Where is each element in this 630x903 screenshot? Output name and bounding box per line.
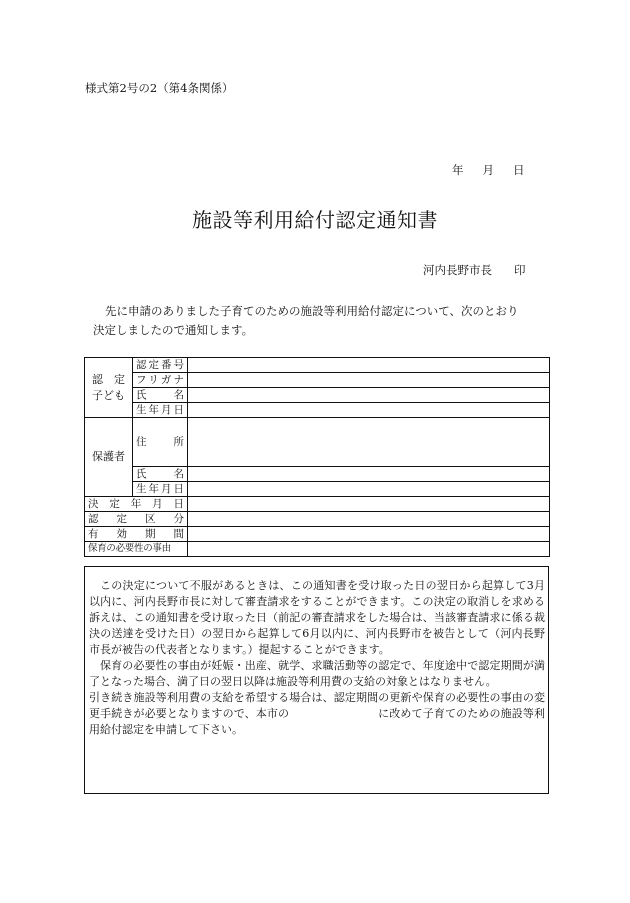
- notice-paragraph-2: 保育の必要性の事由が妊娠・出産、就学、求職活動等の認定で、年度途中で認定期間が満了となった場合、満了日の翌日以降は施設等利用費の支給の対象とはなりません。: [89, 659, 545, 688]
- child-name-label: 氏 名: [133, 388, 188, 403]
- validity-period-label: 有効期間: [85, 527, 188, 542]
- child-furigana-label: フリガナ: [133, 373, 188, 388]
- cert-category-field[interactable]: [188, 512, 550, 527]
- notice-paragraph-3: 引き続き施設等利用費の支給を希望する場合は、認定期間の更新や保育の必要性の事由の変更手続きが必要となりますので、本市の に改めて子育てのための施設等利用給付認定を申請して下さい。: [89, 691, 545, 736]
- cert-category-label: 認定区分: [85, 512, 188, 527]
- notice-text: [89, 578, 545, 738]
- issuer: [423, 262, 526, 278]
- child-birthdate-field[interactable]: [188, 403, 550, 418]
- form-number: 様式第2号の2（第4条関係）: [85, 81, 234, 95]
- issuer-name: 河内長野市長: [423, 263, 492, 277]
- child-group-line-2: 子ども: [92, 388, 125, 402]
- child-group-label: [85, 358, 133, 418]
- child-group-line-1: 認 定: [92, 372, 125, 386]
- guardian-group-label: 保護者: [85, 418, 133, 497]
- child-birthdate-label: 生年月日: [133, 403, 188, 418]
- seal-mark: 印: [514, 263, 526, 277]
- child-name-field[interactable]: [188, 388, 550, 403]
- guardian-address-label: 住 所: [133, 418, 188, 467]
- child-furigana-field[interactable]: [188, 373, 550, 388]
- date-day-label: 日: [513, 163, 525, 177]
- child-cert-number-label: 認定番号: [133, 358, 188, 373]
- child-cert-number-field[interactable]: [188, 358, 550, 373]
- guardian-name-label: 氏 名: [133, 467, 188, 482]
- date-year-label: 年: [452, 163, 464, 177]
- date-month-label: 月: [482, 163, 494, 177]
- decision-date-field[interactable]: [188, 497, 550, 512]
- intro-line-2: 決定しましたので通知します。: [93, 323, 254, 337]
- document-title: 施設等利用給付認定通知書: [192, 208, 438, 232]
- notice-paragraph-1: この決定について不服があるときは、この通知書を受け取った日の翌日から起算して3月以内に、河内長野市長に対して審査請求をすることができます。この決定の取消しを求める訴えは、この通知書を受け取った日（前記の審査請求をした場合は、当該審査請求に係る裁決の送達を受けた日）の翌日から起算して6月以内に、河内長野市を被告として（河内長野市長が被告の代表者となります。）提起することができます。: [89, 579, 545, 656]
- notice-box: [84, 566, 549, 794]
- guardian-birthdate-label: 生年月日: [133, 482, 188, 497]
- guardian-address-field[interactable]: [188, 418, 550, 467]
- guardian-birthdate-field[interactable]: [188, 482, 550, 497]
- necessity-reason-field[interactable]: [188, 542, 550, 557]
- decision-date-label: 決定年月日: [85, 497, 188, 512]
- intro-text: [93, 302, 553, 340]
- intro-line-1: 先に申請のありました子育てのための施設等利用給付認定について、次のとおり: [105, 304, 519, 318]
- necessity-reason-label: 保育の必要性の事由: [85, 542, 188, 557]
- guardian-name-field[interactable]: [188, 467, 550, 482]
- certification-table: [84, 357, 550, 557]
- date-line: [452, 162, 525, 178]
- validity-period-field[interactable]: [188, 527, 550, 542]
